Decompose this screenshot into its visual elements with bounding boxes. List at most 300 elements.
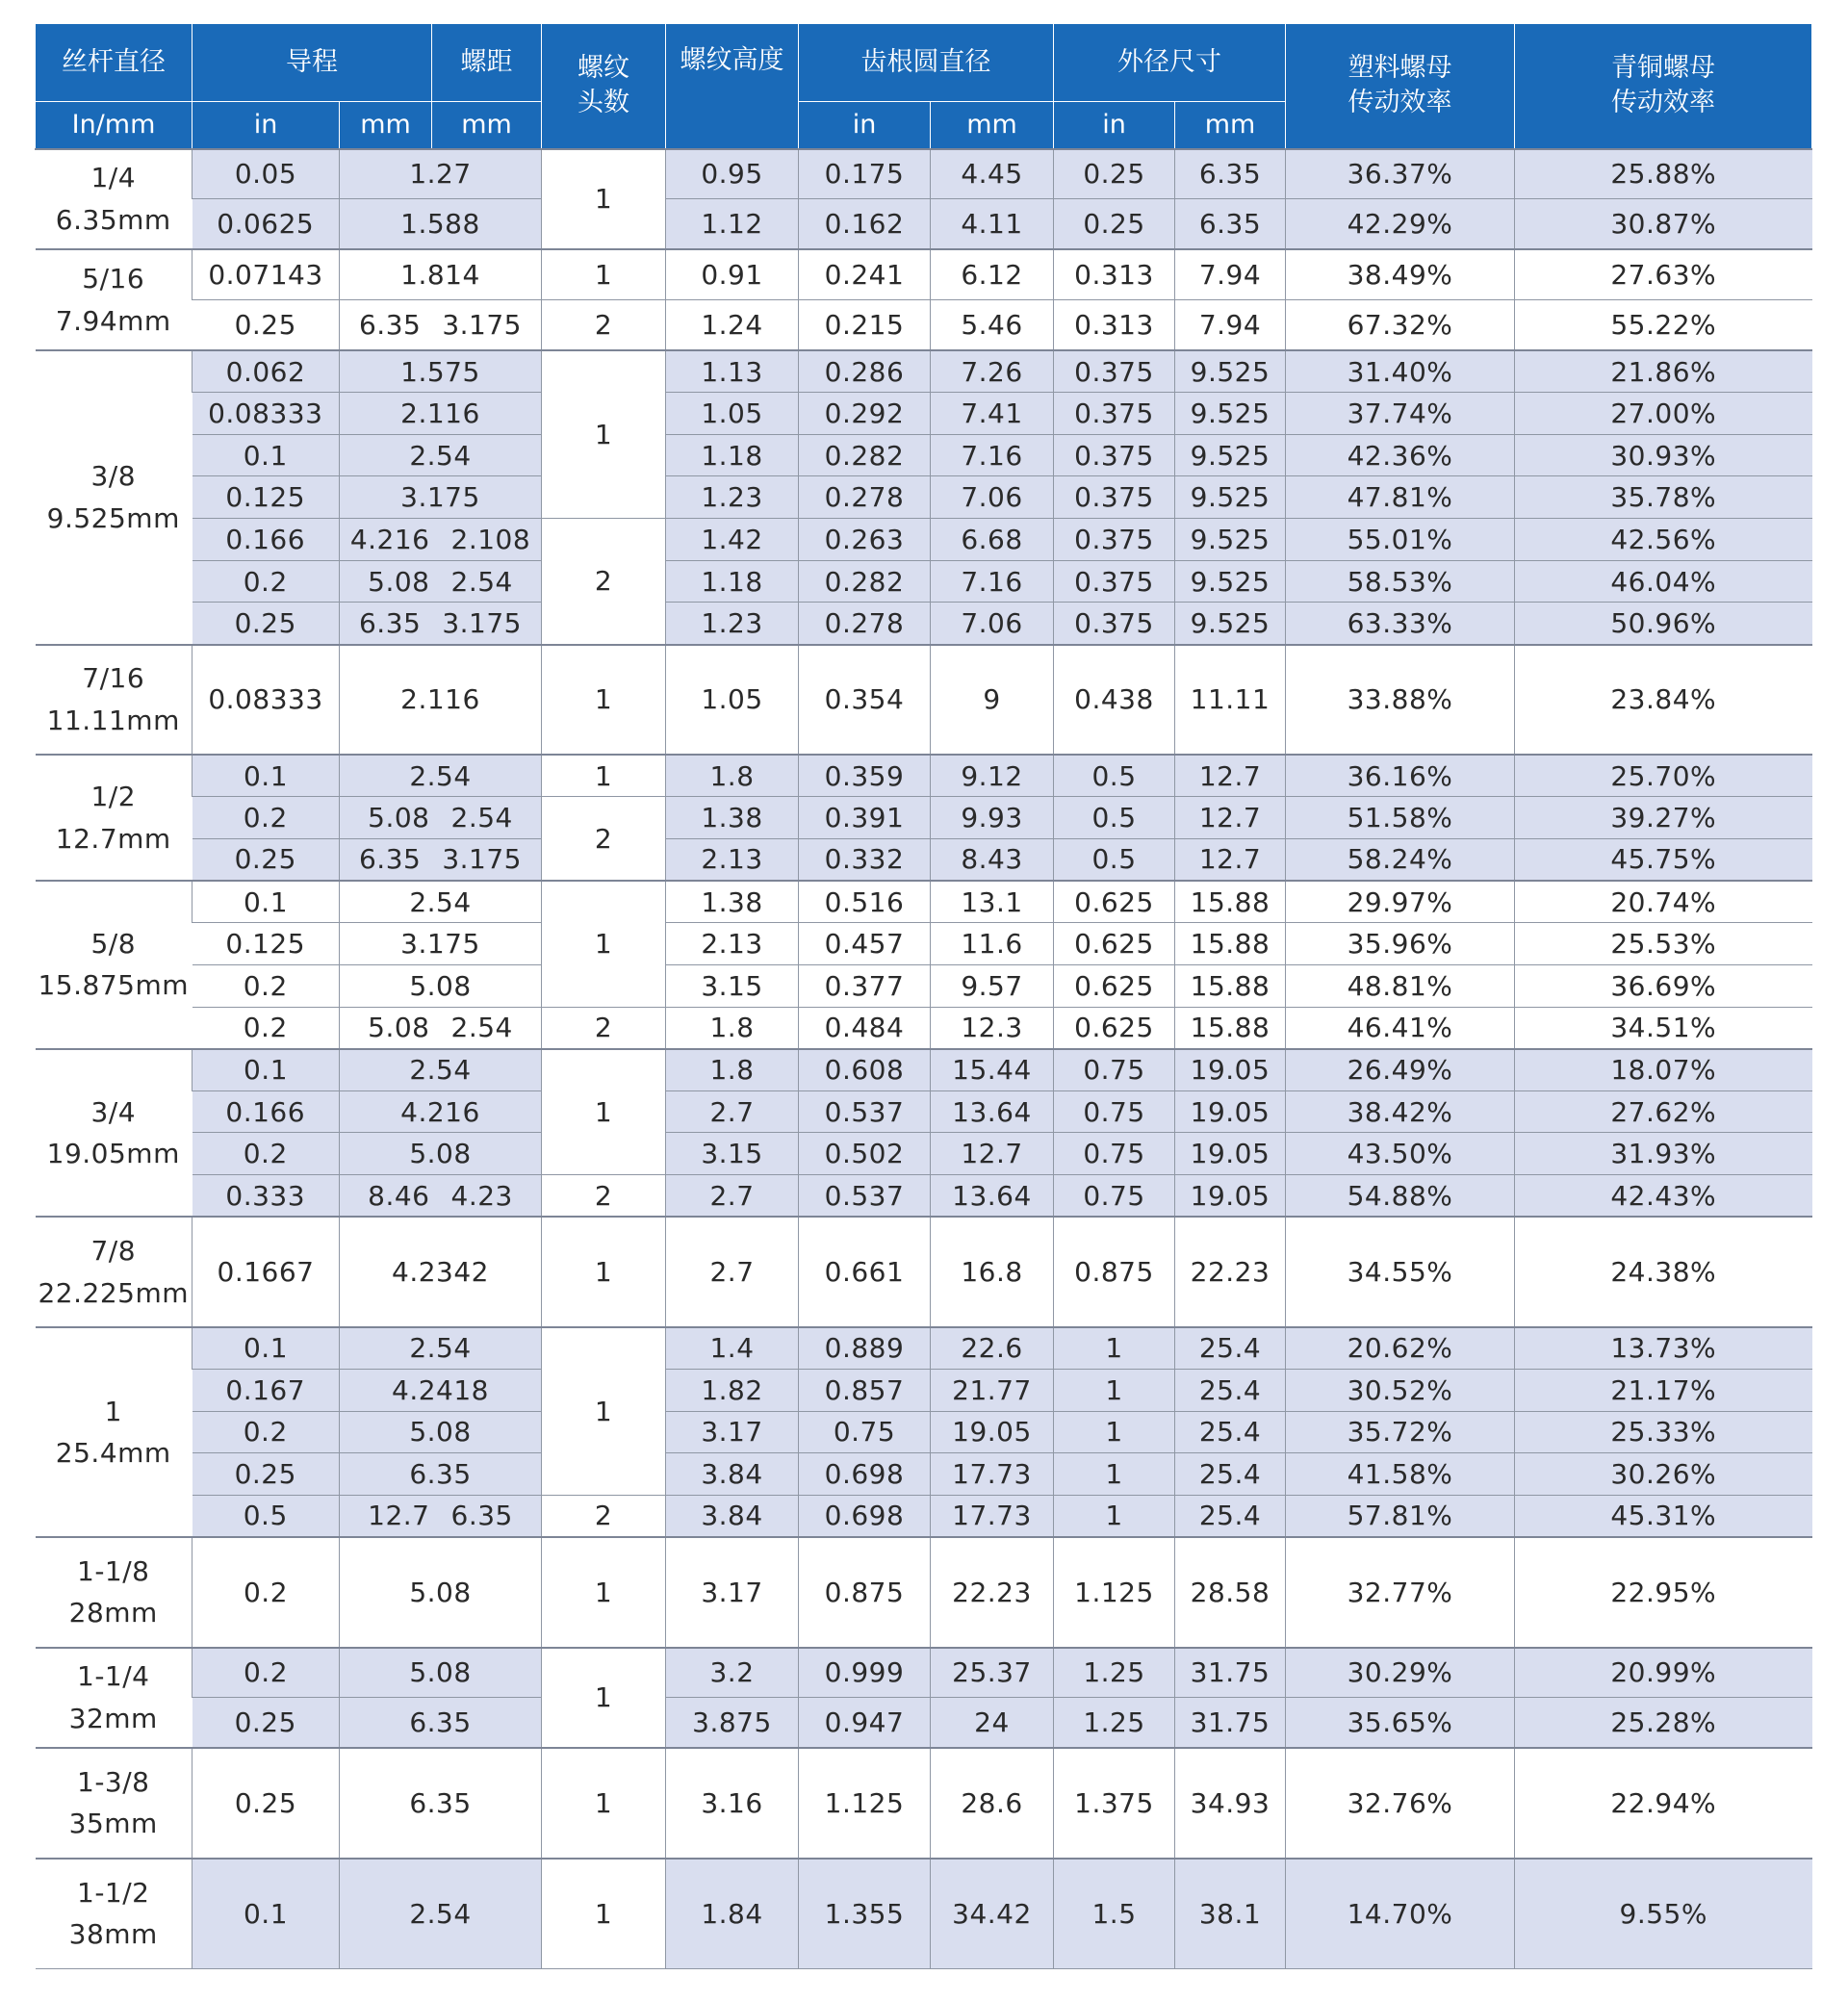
- outer-in-cell: 0.625: [1054, 923, 1175, 965]
- diameter-cell: [36, 755, 192, 881]
- lead-in-cell: 0.08333: [192, 645, 340, 755]
- lead-pitch-mm-cell: [340, 434, 542, 476]
- outer-in-cell: 1: [1054, 1495, 1175, 1537]
- lead-in-cell: 0.25: [192, 1748, 340, 1858]
- diameter-mm: 19.05mm: [46, 1137, 180, 1169]
- root-in-cell: 0.857: [799, 1369, 931, 1411]
- header-outer-diameter: 外径尺寸: [1054, 24, 1286, 102]
- bronze-efficiency-cell: 25.53%: [1515, 923, 1812, 965]
- table-row: [36, 1175, 1812, 1218]
- root-in-cell: 0.215: [799, 300, 931, 350]
- diameter-mm: 6.35mm: [55, 203, 171, 236]
- outer-in-cell: 0.75: [1054, 1090, 1175, 1133]
- header-root-diameter: 齿根圆直径: [799, 24, 1054, 102]
- outer-in-cell: 0.375: [1054, 560, 1175, 603]
- lead-pitch-mm-cell: [340, 1090, 542, 1133]
- bronze-efficiency-cell: 25.70%: [1515, 755, 1812, 797]
- outer-in-cell: 0.75: [1054, 1049, 1175, 1091]
- plastic-efficiency-cell: 55.01%: [1286, 519, 1515, 561]
- outer-in-cell: 0.5: [1054, 755, 1175, 797]
- bronze-efficiency-cell: 45.31%: [1515, 1495, 1812, 1537]
- table-row: [36, 1369, 1812, 1411]
- plastic-efficiency-cell: 54.88%: [1286, 1175, 1515, 1218]
- thread-height-cell: 2.7: [666, 1217, 799, 1326]
- root-mm-cell: 22.23: [931, 1537, 1054, 1647]
- outer-mm-cell: 15.88: [1175, 1007, 1286, 1049]
- bronze-efficiency-cell: 22.95%: [1515, 1537, 1812, 1647]
- thread-height-cell: 1.23: [666, 603, 799, 645]
- root-mm-cell: 17.73: [931, 1495, 1054, 1537]
- root-in-cell: 1.125: [799, 1748, 931, 1858]
- diameter-mm: 38mm: [68, 1918, 158, 1951]
- diameter-mm: 35mm: [68, 1808, 158, 1840]
- plastic-efficiency-cell: 47.81%: [1286, 476, 1515, 519]
- table-row: [36, 249, 1812, 299]
- outer-mm-cell: 9.525: [1175, 603, 1286, 645]
- root-mm-cell: 7.06: [931, 603, 1054, 645]
- outer-mm-cell: 7.94: [1175, 300, 1286, 350]
- lead-mm: 4.2418: [392, 1373, 489, 1406]
- diameter-inch: 5/8: [90, 927, 137, 960]
- plastic-efficiency-cell: 35.72%: [1286, 1411, 1515, 1453]
- plastic-efficiency-cell: 34.55%: [1286, 1217, 1515, 1326]
- lead-pitch-mm-cell: [340, 838, 542, 881]
- lead-pitch-mm-cell: [340, 964, 542, 1007]
- outer-mm-cell: 9.525: [1175, 476, 1286, 519]
- lead-pitch-mm-cell: [340, 1133, 542, 1175]
- root-mm-cell: 13.64: [931, 1090, 1054, 1133]
- lead-pitch-mm-cell: [340, 1327, 542, 1370]
- thread-height-cell: 2.7: [666, 1175, 799, 1218]
- table-row: [36, 350, 1812, 393]
- lead-in-cell: 0.166: [192, 1090, 340, 1133]
- header-bronze-line2: 传动效率: [1611, 88, 1715, 118]
- outer-in-cell: 1: [1054, 1411, 1175, 1453]
- starts-cell: 1: [542, 1648, 666, 1749]
- thread-height-cell: 2.13: [666, 838, 799, 881]
- lead-in-cell: 0.125: [192, 476, 340, 519]
- outer-in-cell: 0.25: [1054, 199, 1175, 249]
- root-in-cell: 0.278: [799, 603, 931, 645]
- bronze-efficiency-cell: 36.69%: [1515, 964, 1812, 1007]
- diameter-cell: [36, 249, 192, 350]
- outer-in-cell: 0.875: [1054, 1217, 1175, 1326]
- thread-height-cell: 2.7: [666, 1090, 799, 1133]
- header-pitch: 螺距: [432, 24, 542, 102]
- table-row: [36, 1007, 1812, 1049]
- table-row: [36, 881, 1812, 923]
- lead-in-cell: 0.2: [192, 1007, 340, 1049]
- lead-mm: 2.54: [409, 1054, 472, 1087]
- diameter-cell: [36, 1648, 192, 1749]
- lead-pitch-mm-cell: [340, 797, 542, 839]
- outer-in-cell: 0.625: [1054, 964, 1175, 1007]
- root-mm-cell: 7.26: [931, 350, 1054, 393]
- root-mm-cell: 6.12: [931, 249, 1054, 299]
- header-lead-in: in: [192, 102, 340, 149]
- outer-in-cell: 1.25: [1054, 1648, 1175, 1698]
- diameter-mm: 7.94mm: [55, 304, 171, 337]
- lead-mm: 6.35: [409, 1706, 472, 1739]
- thread-height-cell: 1.18: [666, 434, 799, 476]
- header-lead-mm: mm: [340, 102, 432, 149]
- lead-in-cell: 0.25: [192, 1453, 340, 1496]
- plastic-efficiency-cell: 32.77%: [1286, 1537, 1515, 1647]
- plastic-efficiency-cell: 67.32%: [1286, 300, 1515, 350]
- table-row: [36, 1133, 1812, 1175]
- header-bronze-line1: 青铜螺母: [1611, 52, 1715, 83]
- root-in-cell: 0.175: [799, 149, 931, 199]
- lead-pitch-mm-cell: [340, 1049, 542, 1091]
- outer-mm-cell: 9.525: [1175, 560, 1286, 603]
- lead-in-cell: 0.125: [192, 923, 340, 965]
- table-row: [36, 476, 1812, 519]
- outer-in-cell: 0.5: [1054, 838, 1175, 881]
- table-row: [36, 560, 1812, 603]
- lead-mm: 1.588: [400, 208, 480, 241]
- bronze-efficiency-cell: 35.78%: [1515, 476, 1812, 519]
- diameter-inch: 1-1/4: [77, 1660, 150, 1693]
- lead-pitch-mm-cell: [340, 199, 542, 249]
- outer-in-cell: 0.375: [1054, 476, 1175, 519]
- bronze-efficiency-cell: 46.04%: [1515, 560, 1812, 603]
- bronze-efficiency-cell: 9.55%: [1515, 1859, 1812, 1969]
- table-row: [36, 838, 1812, 881]
- outer-in-cell: 1: [1054, 1453, 1175, 1496]
- outer-in-cell: 0.375: [1054, 519, 1175, 561]
- thread-height-cell: 1.13: [666, 350, 799, 393]
- thread-height-cell: 3.17: [666, 1411, 799, 1453]
- starts-cell: 2: [542, 519, 666, 645]
- plastic-efficiency-cell: 42.36%: [1286, 434, 1515, 476]
- diameter-inch: 7/8: [90, 1235, 137, 1268]
- lead-in-cell: 0.1: [192, 1859, 340, 1969]
- plastic-efficiency-cell: 58.53%: [1286, 560, 1515, 603]
- plastic-efficiency-cell: 41.58%: [1286, 1453, 1515, 1496]
- diameter-cell: [36, 1217, 192, 1326]
- starts-cell: 1: [542, 1049, 666, 1175]
- lead-pitch-mm-cell: [340, 519, 542, 561]
- root-in-cell: 0.391: [799, 797, 931, 839]
- header-diameter: 丝杆直径: [36, 24, 192, 102]
- bronze-efficiency-cell: 34.51%: [1515, 1007, 1812, 1049]
- plastic-efficiency-cell: 43.50%: [1286, 1133, 1515, 1175]
- table-row: [36, 1698, 1812, 1748]
- diameter-mm: 12.7mm: [55, 822, 171, 855]
- diameter-inch: 3/8: [90, 460, 137, 493]
- lead-in-cell: 0.062: [192, 350, 340, 393]
- lead-mm: 2.54: [409, 759, 472, 792]
- lead-pitch-mm-cell: [340, 755, 542, 797]
- root-in-cell: 0.282: [799, 434, 931, 476]
- plastic-efficiency-cell: 57.81%: [1286, 1495, 1515, 1537]
- lead-mm: 6.35: [409, 1458, 472, 1491]
- root-in-cell: 0.286: [799, 350, 931, 393]
- diameter-cell: [36, 881, 192, 1049]
- table-row: [36, 300, 1812, 350]
- bronze-efficiency-cell: 27.62%: [1515, 1090, 1812, 1133]
- lead-pitch-mm-cell: [340, 1495, 542, 1537]
- pitch-mm: 3.175: [442, 843, 522, 876]
- outer-mm-cell: 19.05: [1175, 1133, 1286, 1175]
- outer-in-cell: 0.75: [1054, 1133, 1175, 1175]
- table-row: [36, 1748, 1812, 1858]
- root-in-cell: 0.241: [799, 249, 931, 299]
- bronze-efficiency-cell: 24.38%: [1515, 1217, 1812, 1326]
- outer-in-cell: 0.438: [1054, 645, 1175, 755]
- lead-mm: 5.08: [409, 1416, 472, 1449]
- header-starts: [542, 24, 666, 149]
- outer-mm-cell: 15.88: [1175, 923, 1286, 965]
- root-mm-cell: 4.45: [931, 149, 1054, 199]
- table-row: [36, 199, 1812, 249]
- header-plastic-line2: 传动效率: [1348, 88, 1452, 118]
- diameter-inch: 1: [104, 1395, 122, 1427]
- outer-mm-cell: 25.4: [1175, 1327, 1286, 1370]
- lead-mm: 4.216: [400, 1095, 480, 1128]
- plastic-efficiency-cell: 31.40%: [1286, 350, 1515, 393]
- table-row: [36, 1537, 1812, 1647]
- outer-in-cell: 0.313: [1054, 249, 1175, 299]
- outer-mm-cell: 6.35: [1175, 199, 1286, 249]
- root-in-cell: 0.502: [799, 1133, 931, 1175]
- thread-height-cell: 3.17: [666, 1537, 799, 1647]
- lead-pitch-mm-cell: [340, 1369, 542, 1411]
- pitch-mm: 4.23: [450, 1179, 513, 1212]
- diameter-inch: 1/4: [90, 162, 137, 194]
- root-mm-cell: 34.42: [931, 1859, 1054, 1969]
- outer-in-cell: 1.25: [1054, 1698, 1175, 1748]
- diameter-cell: [36, 1748, 192, 1858]
- pitch-mm: 3.175: [442, 607, 522, 640]
- table-row: [36, 1090, 1812, 1133]
- root-mm-cell: 11.6: [931, 923, 1054, 965]
- diameter-mm: 9.525mm: [46, 501, 180, 534]
- bronze-efficiency-cell: 42.56%: [1515, 519, 1812, 561]
- root-mm-cell: 9.57: [931, 964, 1054, 1007]
- bronze-efficiency-cell: 50.96%: [1515, 603, 1812, 645]
- lead-mm: 3.175: [400, 928, 480, 961]
- plastic-efficiency-cell: 36.16%: [1286, 755, 1515, 797]
- outer-in-cell: 0.625: [1054, 881, 1175, 923]
- outer-in-cell: 1.5: [1054, 1859, 1175, 1969]
- plastic-efficiency-cell: 37.74%: [1286, 393, 1515, 435]
- starts-cell: 2: [542, 797, 666, 881]
- lead-in-cell: 0.2: [192, 1133, 340, 1175]
- lead-in-cell: 0.1: [192, 434, 340, 476]
- header-outer-in: in: [1054, 102, 1175, 149]
- pitch-mm: 2.54: [450, 565, 513, 598]
- starts-cell: 1: [542, 755, 666, 797]
- bronze-efficiency-cell: 25.33%: [1515, 1411, 1812, 1453]
- outer-mm-cell: 12.7: [1175, 797, 1286, 839]
- table-body: [36, 149, 1812, 1969]
- root-in-cell: 0.889: [799, 1327, 931, 1370]
- outer-mm-cell: 12.7: [1175, 755, 1286, 797]
- bronze-efficiency-cell: 21.17%: [1515, 1369, 1812, 1411]
- header-root-in: in: [799, 102, 931, 149]
- table-row: [36, 1453, 1812, 1496]
- lead-mm: 2.54: [409, 1332, 472, 1365]
- diameter-inch: 3/4: [90, 1095, 137, 1128]
- starts-cell: 1: [542, 1327, 666, 1496]
- outer-mm-cell: 19.05: [1175, 1175, 1286, 1218]
- outer-mm-cell: 31.75: [1175, 1698, 1286, 1748]
- lead-in-cell: 0.25: [192, 838, 340, 881]
- outer-mm-cell: 9.525: [1175, 434, 1286, 476]
- header-lead: 导程: [192, 24, 432, 102]
- thread-height-cell: 1.05: [666, 645, 799, 755]
- table-row: [36, 1859, 1812, 1969]
- plastic-efficiency-cell: 38.49%: [1286, 249, 1515, 299]
- root-in-cell: 1.355: [799, 1859, 931, 1969]
- diameter-inch: 7/16: [82, 662, 145, 695]
- lead-mm: 6.35: [409, 1786, 472, 1819]
- diameter-mm: 32mm: [68, 1702, 158, 1734]
- lead-mm: 5.08: [409, 1656, 472, 1689]
- lead-in-cell: 0.2: [192, 1648, 340, 1698]
- plastic-efficiency-cell: 30.29%: [1286, 1648, 1515, 1698]
- bronze-efficiency-cell: 55.22%: [1515, 300, 1812, 350]
- starts-cell: 1: [542, 1537, 666, 1647]
- table-row: [36, 964, 1812, 1007]
- root-in-cell: 0.354: [799, 645, 931, 755]
- thread-height-cell: 1.42: [666, 519, 799, 561]
- starts-cell: 1: [542, 1217, 666, 1326]
- diameter-cell: [36, 645, 192, 755]
- outer-in-cell: 0.5: [1054, 797, 1175, 839]
- outer-mm-cell: 38.1: [1175, 1859, 1286, 1969]
- lead-pitch-mm-cell: [340, 645, 542, 755]
- lead-mm: 2.116: [400, 397, 480, 429]
- table-row: [36, 797, 1812, 839]
- table-row: [36, 1049, 1812, 1091]
- outer-mm-cell: 9.525: [1175, 350, 1286, 393]
- thread-height-cell: 1.8: [666, 1049, 799, 1091]
- outer-in-cell: 1: [1054, 1327, 1175, 1370]
- bronze-efficiency-cell: 39.27%: [1515, 797, 1812, 839]
- outer-in-cell: 0.375: [1054, 393, 1175, 435]
- header-outer-mm: mm: [1175, 102, 1286, 149]
- lead-mm: 5.08: [409, 969, 472, 1002]
- lead-pitch-mm-cell: [340, 476, 542, 519]
- lead-pitch-mm-cell: [340, 393, 542, 435]
- root-mm-cell: 9.12: [931, 755, 1054, 797]
- table-row: [36, 149, 1812, 199]
- lead-pitch-mm-cell: [340, 560, 542, 603]
- header-starts-line1: 螺纹: [578, 52, 629, 83]
- bronze-efficiency-cell: 23.84%: [1515, 645, 1812, 755]
- lead-in-cell: 0.1: [192, 1049, 340, 1091]
- lead-in-cell: 0.166: [192, 519, 340, 561]
- root-in-cell: 0.278: [799, 476, 931, 519]
- header-root-mm: mm: [931, 102, 1054, 149]
- root-in-cell: 0.75: [799, 1411, 931, 1453]
- bronze-efficiency-cell: 45.75%: [1515, 838, 1812, 881]
- bronze-efficiency-cell: 18.07%: [1515, 1049, 1812, 1091]
- table-row: [36, 1411, 1812, 1453]
- diameter-inch: 1-1/2: [77, 1876, 150, 1909]
- root-mm-cell: 22.6: [931, 1327, 1054, 1370]
- lead-pitch-mm-cell: [340, 1217, 542, 1326]
- lead-in-cell: 0.1667: [192, 1217, 340, 1326]
- starts-cell: 1: [542, 1748, 666, 1858]
- lead-in-cell: 0.0625: [192, 199, 340, 249]
- lead-pitch-mm-cell: [340, 1748, 542, 1858]
- lead-mm: 4.216: [349, 523, 430, 555]
- outer-in-cell: 0.375: [1054, 434, 1175, 476]
- plastic-efficiency-cell: 33.88%: [1286, 645, 1515, 755]
- root-mm-cell: 7.16: [931, 434, 1054, 476]
- thread-height-cell: 3.15: [666, 964, 799, 1007]
- diameter-mm: 11.11mm: [46, 704, 180, 736]
- root-in-cell: 0.999: [799, 1648, 931, 1698]
- outer-mm-cell: 11.11: [1175, 645, 1286, 755]
- lead-pitch-mm-cell: [340, 1007, 542, 1049]
- outer-mm-cell: 19.05: [1175, 1090, 1286, 1133]
- lead-mm: 6.35: [358, 309, 422, 342]
- lead-in-cell: 0.2: [192, 797, 340, 839]
- root-mm-cell: 6.68: [931, 519, 1054, 561]
- bronze-efficiency-cell: 25.28%: [1515, 1698, 1812, 1748]
- plastic-efficiency-cell: 30.52%: [1286, 1369, 1515, 1411]
- root-in-cell: 0.359: [799, 755, 931, 797]
- root-in-cell: 0.484: [799, 1007, 931, 1049]
- lead-pitch-mm-cell: [340, 1175, 542, 1218]
- diameter-mm: 25.4mm: [55, 1436, 171, 1469]
- thread-height-cell: 3.2: [666, 1648, 799, 1698]
- lead-pitch-mm-cell: [340, 1537, 542, 1647]
- lead-mm: 5.08: [368, 802, 430, 834]
- lead-pitch-mm-cell: [340, 1698, 542, 1748]
- thread-height-cell: 1.8: [666, 1007, 799, 1049]
- root-in-cell: 0.516: [799, 881, 931, 923]
- bronze-efficiency-cell: 21.86%: [1515, 350, 1812, 393]
- lead-in-cell: 0.5: [192, 1495, 340, 1537]
- root-in-cell: 0.698: [799, 1453, 931, 1496]
- pitch-mm: 2.54: [450, 802, 513, 834]
- lead-mm: 6.35: [358, 607, 422, 640]
- header-plastic-line1: 塑料螺母: [1348, 52, 1452, 83]
- root-in-cell: 0.698: [799, 1495, 931, 1537]
- bronze-efficiency-cell: 42.43%: [1515, 1175, 1812, 1218]
- outer-in-cell: 0.313: [1054, 300, 1175, 350]
- root-mm-cell: 16.8: [931, 1217, 1054, 1326]
- bronze-efficiency-cell: 30.87%: [1515, 199, 1812, 249]
- outer-mm-cell: 28.58: [1175, 1537, 1286, 1647]
- outer-mm-cell: 6.35: [1175, 149, 1286, 199]
- lead-pitch-mm-cell: [340, 1859, 542, 1969]
- plastic-efficiency-cell: 36.37%: [1286, 149, 1515, 199]
- thread-height-cell: 0.95: [666, 149, 799, 199]
- root-mm-cell: 4.11: [931, 199, 1054, 249]
- lead-in-cell: 0.2: [192, 1537, 340, 1647]
- root-in-cell: 0.377: [799, 964, 931, 1007]
- root-mm-cell: 28.6: [931, 1748, 1054, 1858]
- thread-height-cell: 1.84: [666, 1859, 799, 1969]
- plastic-efficiency-cell: 46.41%: [1286, 1007, 1515, 1049]
- lead-mm: 8.46: [368, 1179, 430, 1212]
- outer-in-cell: 0.625: [1054, 1007, 1175, 1049]
- table-row: [36, 1495, 1812, 1537]
- root-in-cell: 0.537: [799, 1175, 931, 1218]
- lead-mm: 3.175: [400, 481, 480, 514]
- root-mm-cell: 17.73: [931, 1453, 1054, 1496]
- pitch-mm: 2.108: [450, 523, 531, 555]
- header-starts-line2: 头数: [578, 88, 629, 118]
- root-mm-cell: 24: [931, 1698, 1054, 1748]
- lead-pitch-mm-cell: [340, 350, 542, 393]
